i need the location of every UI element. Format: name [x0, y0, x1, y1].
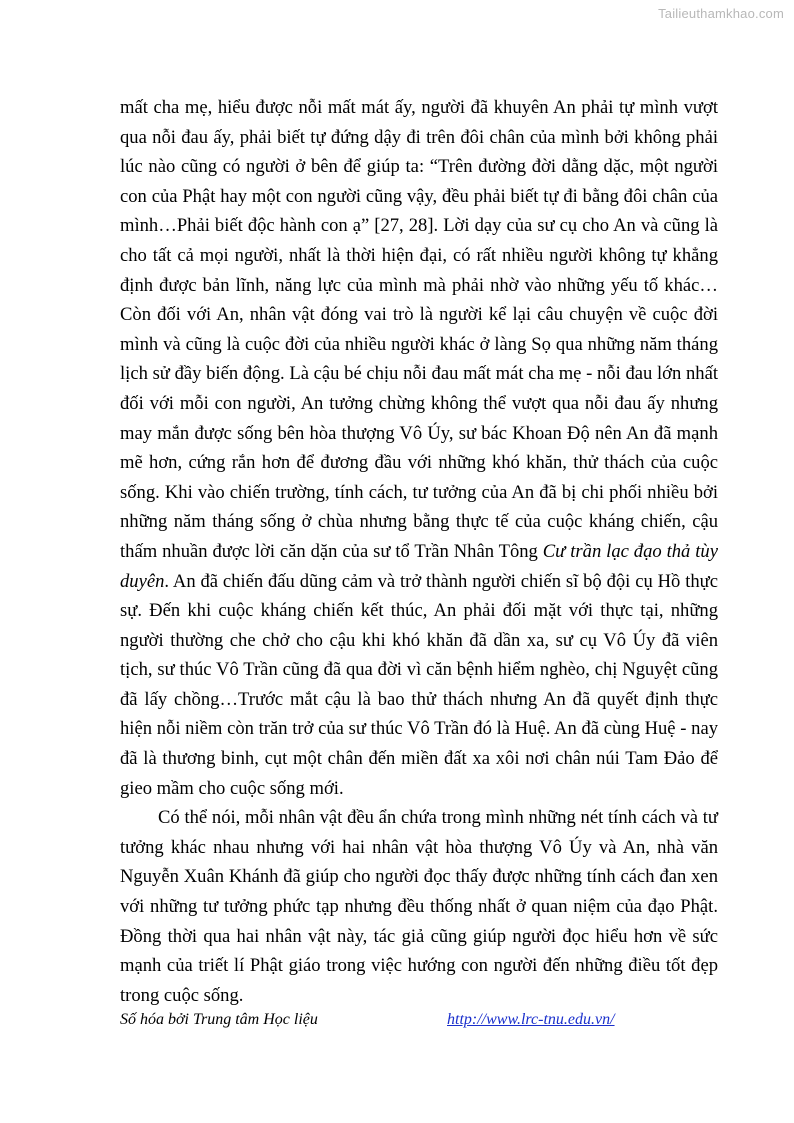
paragraph-2: Có thể nói, mỗi nhân vật đều ẩn chứa trong mình những nét tính cách và tư tưởng khác nhau nhưng với hai nhân vật hòa thượng Vô Úy và An, nhà văn Nguyễn Xuân Khánh đã giúp cho người đọc thấy được những tính cách đan xen với những tư tưởng phức tạp nhưng đều thống nhất ở quan niệm của đạo Phật. Đồng thời qua hai nhân vật này, tác giả cũng giúp người đọc hiểu hơn về sức mạnh của triết lí Phật giáo trong việc hướng con người đến những điều tốt đẹp trong cuộc sống. — [120, 807, 718, 1006]
watermark-text: Tailieuthamkhao.com — [658, 6, 784, 21]
paragraph-1 — [120, 93, 718, 803]
page-footer — [120, 1011, 720, 1035]
paragraph-1-italic-quote: Cư trần lạc đạo thả tùy duyên — [120, 540, 718, 592]
footer-link[interactable]: http://www.lrc-tnu.edu.vn/ — [447, 1011, 615, 1028]
footer-digitized-by: Số hóa bởi Trung tâm Học liệu — [120, 1011, 318, 1028]
paragraph-1-text-start: mất cha mẹ, hiểu được nỗi mất mát ấy, người đã khuyên An phải tự mình vượt qua nỗi đau ấy, phải biết tự đứng dậy đi trên đôi chân của mình bởi không phải lúc nào cũng có người ở bên để giúp ta: “Trên đường đời dằng dặc, một người con của Phật hay một con người cũng vậy, đều phải biết tự đi bằng đôi chân của mình…Phải biết độc hành con ạ” [27, 28]. Lời dạy của sư cụ cho An và cũng là cho tất cả mọi người, nhất là thời hiện đại, có rất nhiều người không tự khẳng định được bản lĩnh, năng lực của mình mà phải nhờ vào những yếu tố khác…Còn đối với An, nhân vật đóng vai trò là người kể lại câu chuyện về cuộc đời mình và cũng là cuộc đời của nhiều người khác ở làng Sọ qua những năm tháng lịch sử đầy biến động. Là cậu bé chịu nỗi đau mất mát cha mẹ - nỗi đau lớn nhất đối với mỗi con người, An tưởng chừng không thể vượt qua nỗi đau ấy nhưng may mắn được sống bên hòa thượng Vô Úy, sư bác Khoan Độ nên An đã mạnh mẽ hơn, cứng rắn hơn để đương đầu với những khó khăn, thử thách của cuộc sống. Khi vào chiến trường, tính cách, tư tưởng của An đã bị chi phối nhiều bởi những năm tháng sống ở chùa nhưng bằng thực tế của cuộc kháng chiến, cậu thấm nhuần được lời căn dặn của sư tổ Trần Nhân Tông — [120, 97, 718, 562]
page-body — [120, 93, 718, 1010]
paragraph-1-text-end: . An đã chiến đấu dũng cảm và trở thành người chiến sĩ bộ đội cụ Hồ thực sự. Đến khi cuộc kháng chiến kết thúc, An phải đối mặt với thực tại, những người thường che chở cho cậu khi khó khăn đã dần xa, sư cụ Vô Úy đã viên tịch, sư thúc Vô Trần cũng đã qua đời vì căn bệnh hiểm nghèo, chị Nguyệt cũng đã lấy chồng…Trước mắt cậu là bao thử thách nhưng An đã quyết định thực hiện nỗi niềm còn trăn trở của sư thúc Vô Trần đó là Huệ. An đã cùng Huệ - nay đã là thương binh, cụt một chân đến miền đất xa xôi nơi chân núi Tam Đảo để gieo mầm cho cuộc sống mới. — [120, 570, 718, 799]
